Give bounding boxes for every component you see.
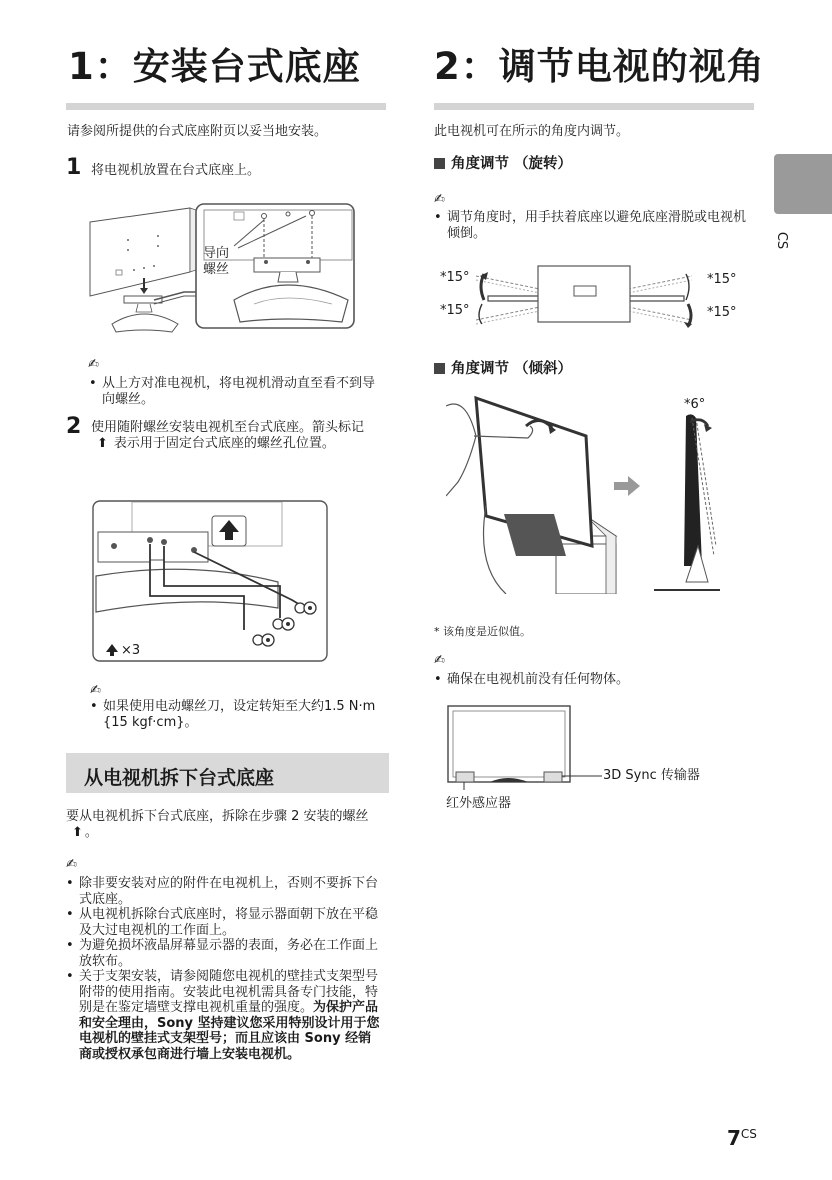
language-side-tab bbox=[774, 154, 832, 214]
screw-arrow-icon: ⬆ bbox=[72, 825, 83, 840]
swivel-note-item: • 调节角度时，用手扶着底座以避免底座滑脱或电视机倾倒。 bbox=[434, 210, 750, 241]
step1-number: 1 bbox=[66, 155, 82, 180]
tilt-note-item: • 确保在电视机前没有任何物体。 bbox=[434, 672, 750, 688]
swivel-angle-bottom-left: *15° bbox=[440, 303, 470, 318]
remove-note-item: • 为避免损坏液晶屏幕显示器的表面，务必在工作面上放软布。 bbox=[66, 938, 382, 969]
note-pencil-icon: ✍ bbox=[434, 192, 445, 207]
note2-list bbox=[90, 699, 380, 730]
page-number bbox=[727, 1126, 757, 1150]
sync-transmitter-label: 3D Sync 传输器 bbox=[603, 768, 700, 783]
tilt-heading bbox=[434, 362, 572, 377]
remove-note-item-wall-mount bbox=[66, 969, 382, 1062]
remove-note-item: • 从电视机拆除台式底座时，将显示器面朝下放在平稳及大过电视机的工作面上。 bbox=[66, 907, 382, 938]
guide-screw-label-line1: 导向 bbox=[203, 246, 230, 261]
note1-list bbox=[89, 376, 387, 407]
remove-section-header bbox=[66, 753, 389, 793]
right-title-rule bbox=[434, 103, 754, 110]
note-pencil-icon: ✍ bbox=[90, 683, 101, 698]
swivel-notes-list bbox=[434, 210, 750, 241]
heading-square-icon bbox=[434, 158, 445, 169]
remove-text-end: 。 bbox=[84, 825, 98, 840]
wall-mount-note-bold: 为保护产品和安全理由，Sony 坚持建议您采用特别设计用于您电视机的壁挂式支架型号；而且应该由 Sony 经销商或授权承包商进行墙上安装电视机。 bbox=[79, 1000, 380, 1062]
right-intro: 此电视机可在所示的角度内调节。 bbox=[434, 124, 630, 139]
side-tab-label: CS bbox=[774, 231, 790, 249]
left-title: 1：安装台式底座 bbox=[68, 45, 361, 88]
screw-count-label: ×3 bbox=[121, 643, 141, 658]
step2-number: 2 bbox=[66, 414, 82, 439]
step2-text bbox=[91, 420, 383, 452]
guide-screw-label-line2: 螺丝 bbox=[203, 262, 230, 277]
remove-notes-list bbox=[66, 876, 382, 1062]
note1-item: • 从上方对准电视机，将电视机滑动直至看不到导向螺丝。 bbox=[89, 376, 387, 407]
tilt-notes-list bbox=[434, 672, 750, 688]
remove-text-main: 要从电视机拆下台式底座，拆除在步骤 2 安装的螺丝 bbox=[66, 809, 369, 824]
left-intro: 请参阅所提供的台式底座附页以妥当地安装。 bbox=[67, 124, 328, 139]
sensor-figure bbox=[446, 704, 606, 794]
note2-item: • 如果使用电动螺丝刀，设定转矩至大约1.5 N·m {15 kgf·cm}。 bbox=[90, 699, 380, 730]
swivel-angle-bottom-right: *15° bbox=[707, 305, 737, 320]
swivel-figure bbox=[470, 262, 700, 328]
swivel-angle-top-left: *15° bbox=[440, 270, 470, 285]
tilt-footnote: * 该角度是近似值。 bbox=[434, 625, 531, 638]
tilt-angle-label: *6° bbox=[684, 397, 706, 412]
left-title-rule bbox=[66, 103, 386, 110]
step1-text: 将电视机放置在台式底座上。 bbox=[91, 163, 261, 178]
tilt-figure bbox=[446, 396, 720, 594]
swivel-heading bbox=[434, 157, 572, 172]
remove-text bbox=[66, 809, 386, 841]
step2-text-after: 表示用于固定台式底座的螺丝孔位置。 bbox=[113, 436, 335, 451]
page-number-value: 7 bbox=[727, 1126, 741, 1150]
remove-section-title: 从电视机拆下台式底座 bbox=[84, 767, 275, 789]
step2-text-before: 使用随附螺丝安装电视机至台式底座。箭头标记 bbox=[91, 420, 365, 435]
remove-note-item: • 除非要安装对应的附件在电视机上，否则不要拆下台式底座。 bbox=[66, 876, 382, 907]
tilt-heading-text: 角度调节 （倾斜） bbox=[451, 361, 573, 377]
screw-install-figure bbox=[92, 500, 328, 662]
side-tab-label-wrapper bbox=[770, 228, 794, 252]
note-pencil-icon: ✍ bbox=[434, 653, 445, 668]
right-title: 2：调节电视的视角 bbox=[434, 45, 765, 88]
screw-arrow-icon: ⬆ bbox=[97, 436, 108, 451]
swivel-angle-top-right: *15° bbox=[707, 272, 737, 287]
page-number-suffix: CS bbox=[740, 1127, 757, 1141]
swivel-heading-text: 角度调节 （旋转） bbox=[451, 156, 573, 172]
ir-sensor-label: 红外感应器 bbox=[446, 796, 512, 811]
note-pencil-icon: ✍ bbox=[66, 857, 77, 872]
wall-mount-note-normal: 关于支架安装，请参阅随您电视机的壁挂式支架型号附带的使用指南。安装此电视机需具备专门技能，特别是在鉴定墙壁支撑电视机重量的强度。 bbox=[79, 969, 379, 1015]
note-pencil-icon: ✍ bbox=[88, 357, 99, 372]
heading-square-icon bbox=[434, 363, 445, 374]
